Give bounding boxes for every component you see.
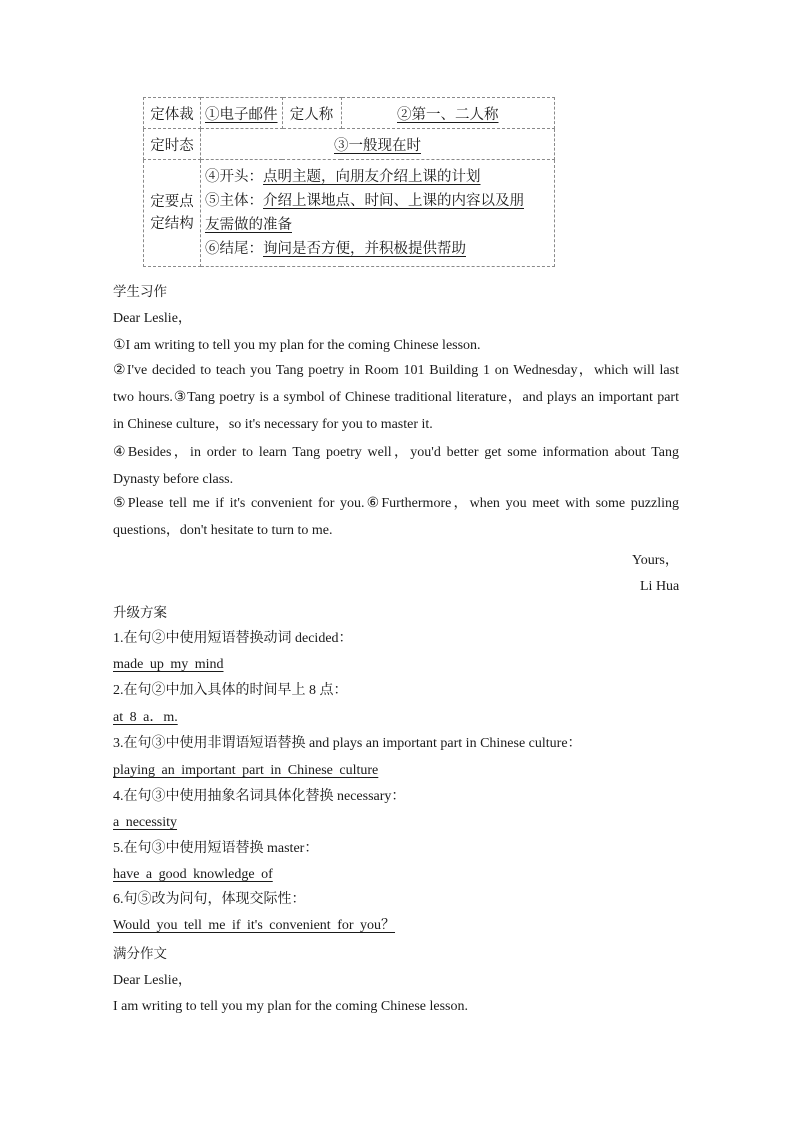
tense-value (201, 129, 555, 160)
structure-line: ⑤主体：介绍上课地点、时间、上课的内容以及朋 (205, 193, 524, 209)
person-answer: ②第一、二人称 (397, 106, 499, 123)
draft-closing: Yours， (632, 553, 679, 568)
table-row (144, 98, 555, 129)
structure-line: ⑥结尾：询问是否方便，并积极提供帮助 (205, 241, 466, 257)
draft-paragraph-4: ⑤Please tell me if it's convenient for you.⑥Furthermore，when you meet with some puzzling questions，don't hesitate to turn to me. (113, 496, 679, 538)
writing-plan-table (143, 97, 555, 267)
upgrade-question: 5.在句③中使用短语替换 master： (113, 841, 319, 856)
upgrade-answer: have a good knowledge of (113, 867, 273, 882)
genre-answer: ①电子邮件 (205, 106, 278, 123)
draft-signature: Li Hua (640, 579, 680, 594)
genre-value (201, 98, 283, 129)
full-score-heading: 满分作文 (113, 946, 167, 961)
upgrade-question: 2.在句②中加入具体的时间早上 8 点： (113, 683, 348, 698)
essay-salutation: Dear Leslie， (113, 973, 192, 988)
draft-paragraph-3: ④Besides，in order to learn Tang poetry well，you'd better get some information about Tang Dynasty before class. (113, 445, 679, 487)
upgrade-question: 6.句⑤改为问句，体现交际性： (113, 892, 306, 907)
upgrade-heading: 升级方案 (113, 605, 167, 620)
structure-cell (201, 160, 555, 267)
student-draft-heading: 学生习作 (113, 284, 167, 299)
tense-label: 定时态 (144, 129, 201, 160)
structure-label: 定结构 (150, 216, 194, 232)
upgrade-answer: at 8 a．m. (113, 710, 178, 725)
upgrade-answer: made up my mind (113, 657, 224, 672)
draft-paragraph-2: ②I've decided to teach you Tang poetry in Room 101 Building 1 on Wednesday，which will last two hours.③Tang poetry is a symbol of Chinese traditional literature，and plays an important part in Chinese culture，so it's necessary for you to master it. (113, 363, 679, 432)
upgrade-question: 4.在句③中使用抽象名词具体化替换 necessary： (113, 789, 406, 804)
points-structure-label (144, 160, 201, 267)
upgrade-question: 1.在句②中使用短语替换动词 decided： (113, 631, 353, 646)
draft-sentence-1: ①I am writing to tell you my plan for the coming Chinese lesson. (113, 338, 481, 353)
genre-label: 定体裁 (144, 98, 201, 129)
tense-answer: ③一般现在时 (334, 137, 421, 154)
upgrade-answer: Would you tell me if it's convenient for you？ (113, 918, 396, 933)
person-value (341, 98, 555, 129)
structure-line: ④开头：点明主题，向朋友介绍上课的计划 (205, 169, 481, 185)
person-label: 定人称 (282, 98, 341, 129)
upgrade-question: 3.在句③中使用非谓语短语替换 and plays an important part in Chinese culture： (113, 736, 582, 751)
points-label: 定要点 (150, 194, 194, 210)
upgrade-answer: a necessity (113, 815, 178, 830)
essay-sentence-1: I am writing to tell you my plan for the coming Chinese lesson. (113, 999, 468, 1014)
upgrade-answer: playing an important part in Chinese culture (113, 763, 379, 778)
draft-salutation: Dear Leslie， (113, 311, 192, 326)
table-row (144, 160, 555, 267)
table-row (144, 129, 555, 160)
structure-line: 友需做的准备 (205, 217, 292, 233)
